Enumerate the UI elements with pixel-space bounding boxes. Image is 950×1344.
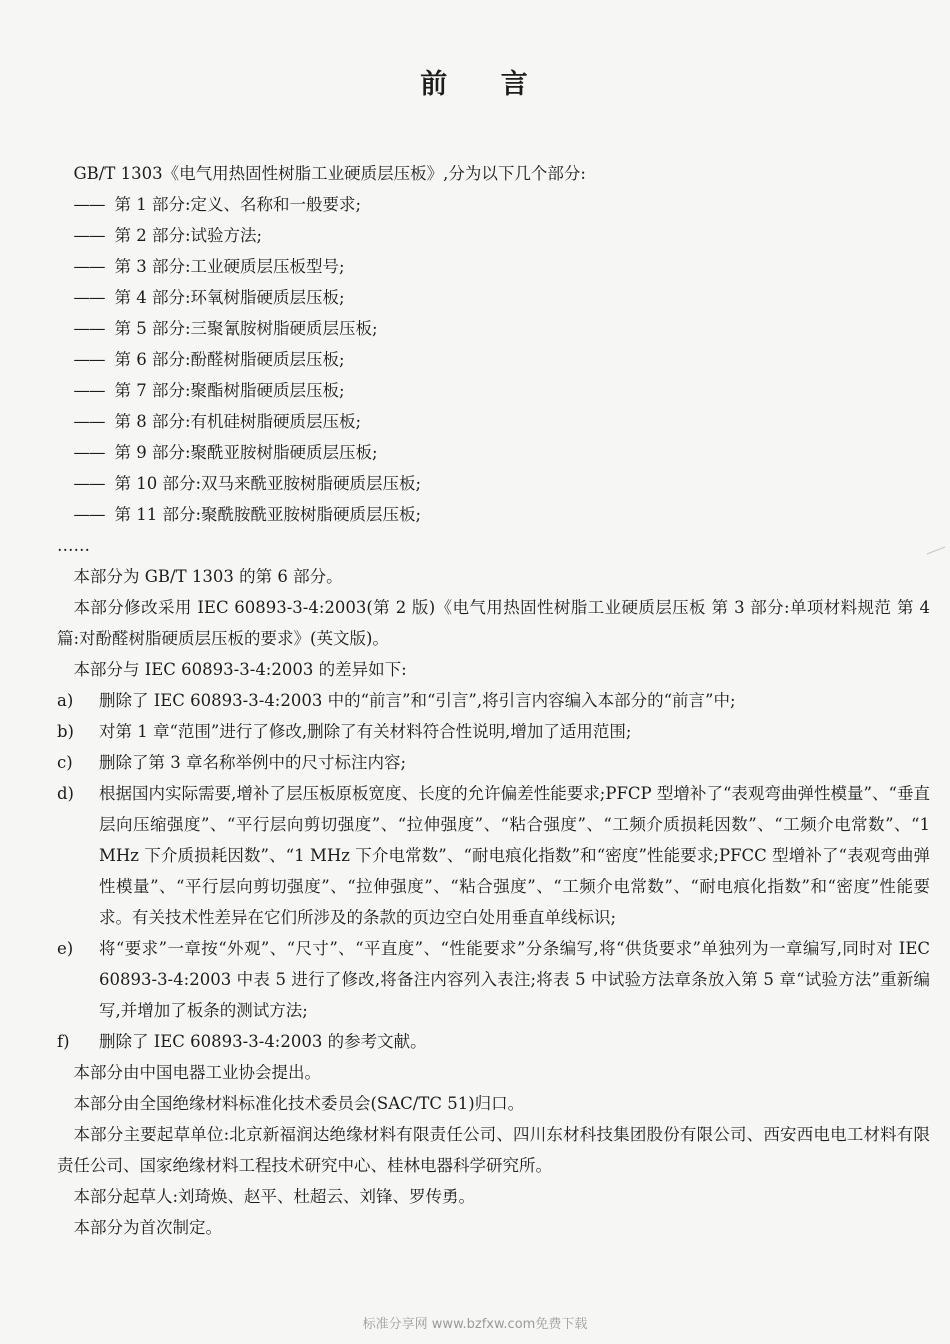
list-item <box>57 468 930 499</box>
page-title: 前 言 <box>420 69 530 100</box>
ellipsis: …… <box>57 536 90 555</box>
differences-list <box>57 685 930 1057</box>
scan-mark-icon <box>925 545 947 555</box>
part-4: 第 4 部分:环氧树脂硬质层压板; <box>114 288 345 307</box>
drafting-units-paragraph: 本部分主要起草单位:北京新福润达绝缘材料有限责任公司、四川东材科技集团股份有限公司、西安西电电工材料有限责任公司、国家绝缘材料工程技术研究中心、桂林电器科学研究所。 <box>57 1125 930 1175</box>
intro-paragraph: GB/T 1303《电气用热固性树脂工业硬质层压板》,分为以下几个部分: <box>73 164 586 183</box>
dash: —— <box>73 443 105 462</box>
list-item <box>57 1026 930 1057</box>
list-item <box>57 685 930 716</box>
dash: —— <box>73 505 105 524</box>
part6-paragraph: 本部分为 GB/T 1303 的第 6 部分。 <box>73 567 343 586</box>
item-text: 将“要求”一章按“外观”、“尺寸”、“平直度”、“性能要求”分条编写,将“供货要求”单独列为一章编写,同时对 IEC 60893-3-4:2003 中表 5 进行了修改,将备注内容列入表注;将表 5 中试验方法章条放入第 5 章“试验方法”重新编写,并增加了板条的测试方法; <box>99 939 930 1020</box>
list-item <box>57 344 930 375</box>
list-item <box>57 747 930 778</box>
list-item <box>57 313 930 344</box>
first-edition-paragraph: 本部分为首次制定。 <box>73 1218 222 1237</box>
item-label: a) <box>57 691 74 710</box>
item-label: f) <box>57 1032 70 1051</box>
dash: —— <box>73 350 105 369</box>
list-item <box>57 189 930 220</box>
dash: —— <box>73 381 105 400</box>
part-5: 第 5 部分:三聚氰胺树脂硬质层压板; <box>114 319 378 338</box>
watermark-footer: 标准分享网 www.bzfxw.com免费下载 <box>362 1317 588 1332</box>
item-text: 删除了第 3 章名称举例中的尺寸标注内容; <box>99 753 407 772</box>
list-item <box>57 437 930 468</box>
parts-list <box>57 189 930 561</box>
centralizer-paragraph: 本部分由全国绝缘材料标准化技术委员会(SAC/TC 51)归口。 <box>73 1094 525 1113</box>
part-10: 第 10 部分:双马来酰亚胺树脂硬质层压板; <box>114 474 422 493</box>
list-item <box>57 933 930 1026</box>
part-1: 第 1 部分:定义、名称和一般要求; <box>114 195 362 214</box>
list-item <box>57 778 930 933</box>
list-item <box>57 499 930 530</box>
item-text: 删除了 IEC 60893-3-4:2003 中的“前言”和“引言”,将引言内容编入本部分的“前言”中; <box>99 691 736 710</box>
drafters-paragraph: 本部分起草人:刘琦焕、赵平、杜超云、刘锋、罗传勇。 <box>73 1187 476 1206</box>
list-item <box>57 282 930 313</box>
dash: —— <box>73 226 105 245</box>
adoption-paragraph: 本部分修改采用 IEC 60893-3-4:2003(第 2 版)《电气用热固性树脂工业硬质层压板 第 3 部分:单项材料规范 第 4 篇:对酚醛树脂硬质层压板的要求》(英文版)。 <box>57 598 930 648</box>
dash: —— <box>73 474 105 493</box>
item-text: 根据国内实际需要,增补了层压板原板宽度、长度的允许偏差性能要求;PFCP 型增补了“表观弯曲弹性模量”、“垂直层向压缩强度”、“平行层向剪切强度”、“拉伸强度”、“粘合强度”、“工频介质损耗因数”、“工频介电常数”、“1 MHz 下介质损耗因数”、“1 MHz 下介电常数”、“耐电痕化指数”和“密度”性能要求;PFCC 型增补了“表观弯曲弹性模量”、“平行层向剪切强度”、“拉伸强度”、“粘合强度”、“工频介电常数”、“耐电痕化指数”和“密度”性能要求。有关技术性差异在它们所涉及的条款的页边空白处用垂直单线标识; <box>99 784 930 927</box>
item-label: b) <box>57 722 74 741</box>
part-2: 第 2 部分:试验方法; <box>114 226 263 245</box>
dash: —— <box>73 288 105 307</box>
part-6: 第 6 部分:酚醛树脂硬质层压板; <box>114 350 345 369</box>
list-item <box>57 251 930 282</box>
item-text: 删除了 IEC 60893-3-4:2003 的参考文献。 <box>99 1032 427 1051</box>
list-item <box>57 406 930 437</box>
dash: —— <box>73 195 105 214</box>
list-item <box>57 375 930 406</box>
part-11: 第 11 部分:聚酰胺酰亚胺树脂硬质层压板; <box>114 505 422 524</box>
item-label: e) <box>57 939 74 958</box>
part-7: 第 7 部分:聚酯树脂硬质层压板; <box>114 381 345 400</box>
dash: —— <box>73 412 105 431</box>
part-3: 第 3 部分:工业硬质层压板型号; <box>114 257 345 276</box>
item-label: c) <box>57 753 73 772</box>
list-item <box>57 716 930 747</box>
dash: —— <box>73 257 105 276</box>
item-label: d) <box>57 784 74 803</box>
item-text: 对第 1 章“范围”进行了修改,删除了有关材料符合性说明,增加了适用范围; <box>99 722 632 741</box>
part-9: 第 9 部分:聚酰亚胺树脂硬质层压板; <box>114 443 378 462</box>
foreword-body <box>57 158 930 1243</box>
proposer-paragraph: 本部分由中国电器工业协会提出。 <box>73 1063 321 1082</box>
part-8: 第 8 部分:有机硅树脂硬质层压板; <box>114 412 362 431</box>
dash: —— <box>73 319 105 338</box>
differences-intro: 本部分与 IEC 60893-3-4:2003 的差异如下: <box>73 660 407 679</box>
list-item <box>57 220 930 251</box>
